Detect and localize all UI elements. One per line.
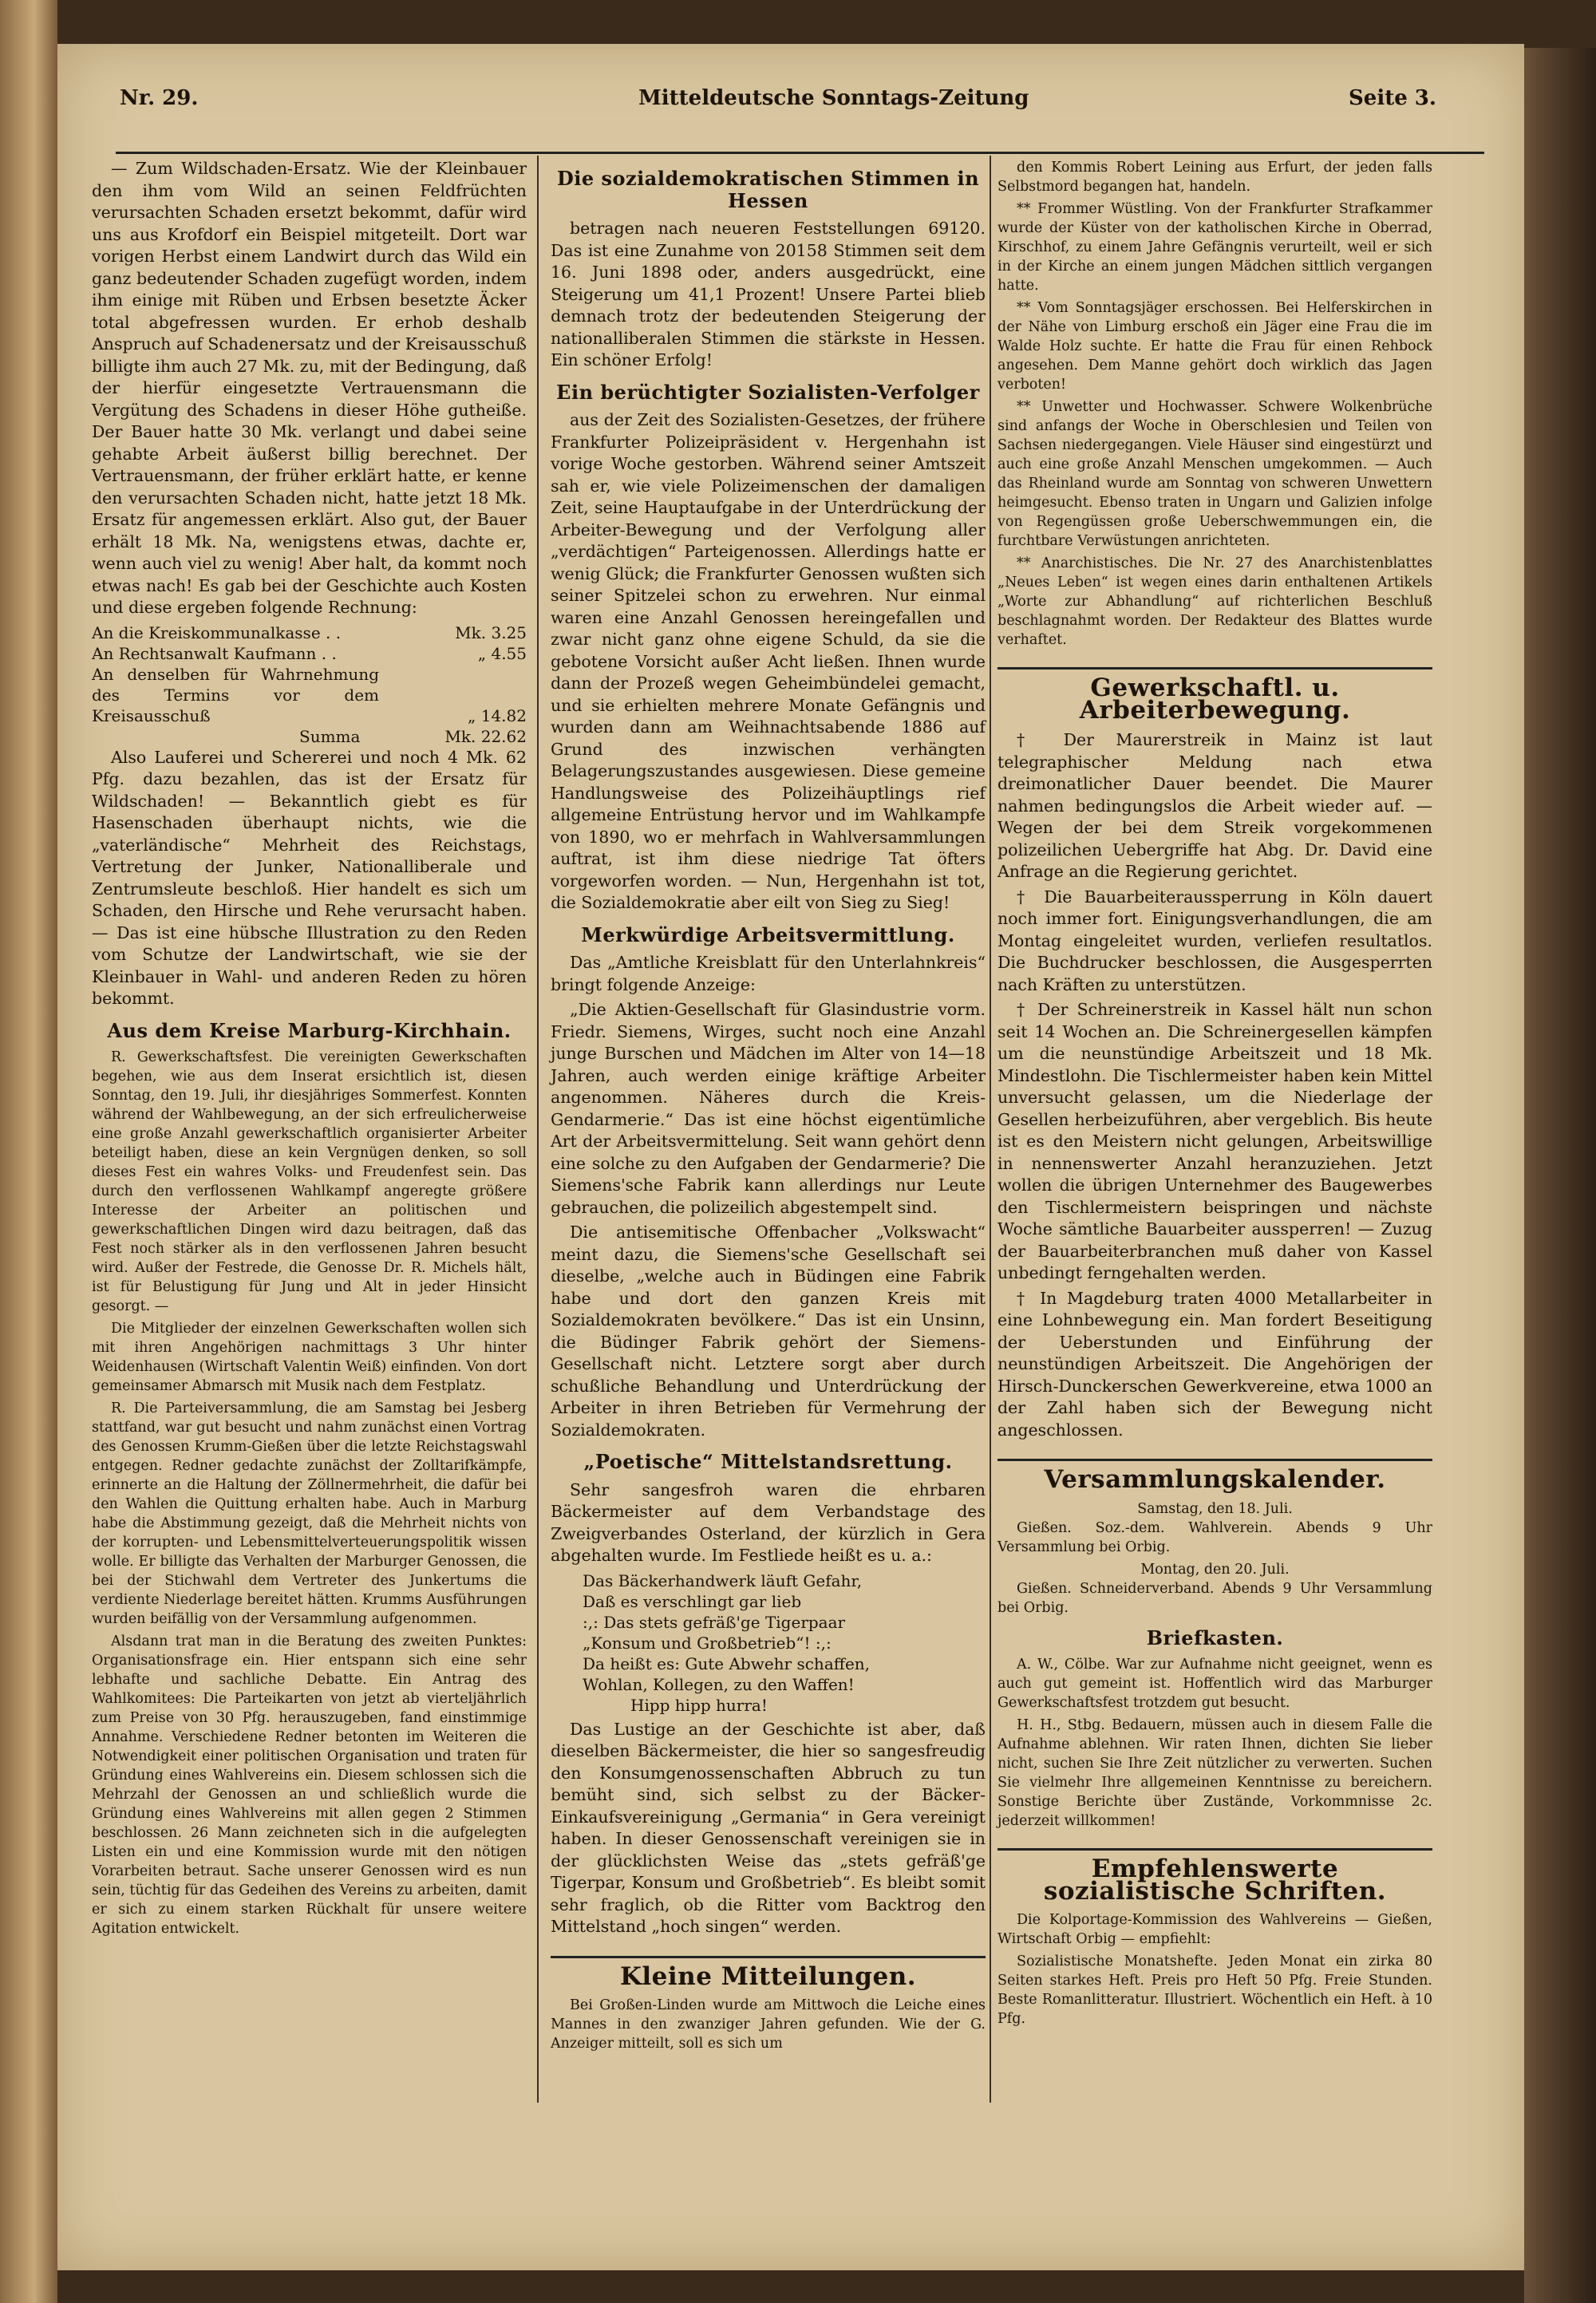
calendar-date: Samstag, den 18. Juli. (1137, 1500, 1293, 1517)
section-heading-briefkasten: Briefkasten. (1146, 1626, 1284, 1649)
section-heading-gewerkschaft: Gewerkschaftl. u. Arbeiterbewegung. (998, 667, 1432, 721)
article-gewerkschaftsfest-2: Die Mitglieder der einzelnen Gewerkschaften wollen sich mit ihren Angehörigen nachmittags 3 Uhr hinter Weidenhausen (Wirtschaft Valentin Weiß) einfinden. Von dort gemeinsamer Abmarsch mit Musik nach dem Festplatz. (92, 1321, 527, 1394)
headline-arbeitsvermittlung: Merkwürdige Arbeitsvermittlung. (581, 922, 955, 946)
poem-line: Wohlan, Kollegen, zu den Waffen! (583, 1674, 855, 1694)
section-heading-kleine: Kleine Mitteilungen. (551, 1956, 986, 1989)
bill-row: An Rechtsanwalt Kaufmann . . „ 4.55 (92, 643, 527, 663)
poem-line: Hipp hipp hurra! (630, 1695, 768, 1715)
article-unwetter: ** Unwetter und Hochwasser. Schwere Wolkenbrüche sind anfangs der Woche in Oberschlesien und Teilen von Sachsen niedergegangen. Viele Häuser sind eingestürzt und auch eine große Anzahl Menschen umgekommen. — Auch das Rheinland wurde am Sonntag von schweren Unwettern heimgesucht. Ebenso traten in Ungarn und Galizien infolge von Regengüssen große Ueberschwemmungen ein, die furchtbare Verwüstungen anrichteten. (998, 399, 1432, 549)
article-kolportage: Die Kolportage-Kommission des Wahlvereins — Gießen, Wirtschaft Orbig — empfiehlt: (998, 1912, 1432, 1947)
article-gewerkschaftsfest: R. Gewerkschaftsfest. Die vereinigten Gewerkschaften begehen, wie aus dem Inserat ersichtlich ist, diesen Sonntag, den 19. Juli, ihr diesjähriges Sommerfest. Konnten während der Wahlbewegung, an der sich erfreulicherweise eine große Anzahl gewerkschaftlich organisierter Arbeiter beteiligt haben, diese an kein Vergnügen denken, so soll dieses Fest ein wahres Volks- und Freudenfest sein. Das durch den verflossenen Wahlkampf angeregte größere Interesse der Arbeiter an politischen und gewerkschaftlichen Dingen wird dazu beitragen, daß das Fest noch stärker als in den verflossenen Jahren besucht wird. Außer der Festrede, die Genosse Dr. R. Michels hält, ist für Belustigung für Jung und Alt in jeder Hinsicht gesorgt. — (92, 1049, 527, 1314)
bill-row: An denselben für Wahrnehmung des Termins vor dem Kreisausschuß „ 14.82 (92, 664, 527, 725)
poem-line: „Konsum und Großbetrieb“! :,: (583, 1633, 832, 1653)
article-arbeitsvermittlung-2: „Die Aktien-Gesellschaft für Glasindustrie vorm. Friedr. Siemens, Wirges, sucht noch eine Anzahl junge Burschen und Mädchen im Alter von 14—18 Jahren, auch werden einige kräftige Arbeiter angenommen. Näheres durch die Kreis-Gendarmerie.“ Das ist eine höchst eigentümliche Art der Arbeitsvermittelung. Seit wann gehört denn eine solche zu den Aufgaben der Gendarmerie? Die Siemens'sche Fabrik kann allerdings nur Leute gebrauchen, die polizeilich abgestempelt sind. (551, 1000, 986, 1217)
article-stimmen: betragen nach neueren Feststellungen 69120. Das ist eine Zunahme von 20158 Stimmen seit dem 16. Juni 1898 oder, anders ausgedrückt, eine Steigerung um 41,1 Prozent! Unsere Partei blieb demnach trotz der bedeutenden Steigerung der nationalliberalen Stimmen die stärkste in Hessen. Ein schöner Erfolg! (551, 219, 986, 369)
poem-line: :,: Das stets gefräß'ge Tigerpaar (583, 1612, 846, 1632)
article-magdeburg: † In Magdeburg traten 4000 Metallarbeiter in eine Lohnbewegung ein. Man fordert Beseitigung der Ueberstunden und Einführung der neunstündigen Arbeitszeit. Die Angehörigen der Hirsch-Dunckerschen Gewerkvereine, etwa 1000 an der Zahl haben sich der Bewegung nicht angeschlossen. (998, 1288, 1432, 1440)
binding-right-edge (1524, 48, 1596, 2303)
article-arbeitsvermittlung: Das „Amtliche Kreisblatt für den Unterlahnkreis“ bringt folgende Anzeige: (551, 953, 986, 994)
headline-mittelstand: „Poetische“ Mittelstandsrettung. (583, 1450, 953, 1473)
article-wildschaden: — Zum Wildschaden-Ersatz. Wie der Kleinbauer den ihm vom Wild an seinen Feldfrüchten verursachten Schaden ersetzt bekommt, dafür wird uns aus Krofdorf ein Beispiel mitgeteilt. Dort war vorigen Herbst einem Landwirt durch das Wild ein ganz bedeutender Schaden zugefügt worden, indem ihm einige mit Rüben und Erbsen besetzte Äcker total abgefressen wurden. Er erhob deshalb Anspruch auf Schadenersatz und der Kreisausschuß billigte ihm auch 27 Mk. zu, mit der Bedingung, daß der hierfür eingesetzte Vertrauensmann die Vergütung des Schadens in dieser Höhe gutheiße. Der Bauer hatte 30 Mk. verlangt und dabei seine gehabte Arbeit äußerst billig berechnet. Der Vertrauensmann, der früher erklärt hatte, er kenne den verursachten Schaden nicht, hatte jetzt 18 Mk. Ersatz für angemessen erklärt. Also gut, der Bauer erhält 18 Mk. Na, wenigstens etwas, dachte er, wenn auch viel zu wenig! Aber halt, da kommt noch etwas nach! Es gab bei der Geschichte auch Kosten und diese ergeben folgende Rechnung: (92, 159, 527, 617)
article-schreinerstreik: † Der Schreinerstreik in Kassel hält nun schon seit 14 Wochen an. Die Schreinergesellen kämpfen um die neunstündige Arbeitszeit und 18 Mk. Mindestlohn. Die Tischlermeister haben kein Mittel unversucht gelassen, um die Niederlage der Gesellen herbeizuführen, aber vergeblich. Bis heute ist es den Meistern nicht gelungen, Arbeitswillige in nennenswerter Anzahl heranzuziehen. Jetzt wollen die übrigen Unternehmer des Baugewerbes den Tischlermeistern beispringen und nächste Woche sämtliche Bauarbeiter aussperren! — Zuzug der Bauarbeiterbranchen muß daher von Kassel unbedingt ferngehalten werden. (998, 1000, 1432, 1282)
bill-table (92, 622, 527, 747)
section-heading-kalender: Versammlungskalender. (998, 1459, 1432, 1491)
column-rule (990, 156, 991, 2103)
article-mittelstand-2: Das Lustige an der Geschichte ist aber, daß dieselben Bäckermeister, die hier so sangesfreudig den Konsumgenossenschaften Abbruch zu tun bemüht sind, sich selbst zu der Bäcker-Einkaufsvereinigung „Germania“ in Gera vereinigt haben. In dieser Genossenschaft vereinigen sie in der glücklichsten Weise das „stets gefräß'ge Tigerpar, Konsum und Großbetrieb“. Es bleibt somit sehr fraglich, ob die Ritter vom Backtrog den Mittelstand „hoch singen“ werden. (551, 1719, 986, 1936)
article-parteiversammlung: R. Die Parteiversammlung, die am Samstag bei Jesberg stattfand, war gut besucht und nahm zunächst einen Vortrag des Genossen Krumm-Gießen über die letzte Reichstagswahl entgegen. Redner gedachte zunächst der Zolltarifkämpfe, erinnerte an die Haltung der Zöllnermehrheit, die dafür bei den Wahlen die Quittung erhalten habe. Auch in Marburg habe die Abstimmung gezeigt, daß die Mehrheit nichts von der korrupten- und Lebensmittelverteuerungspolitik wissen wolle. Er billigte das Verhalten der Marburger Genossen, die bei der Stichwahl dem Vertreter des Junkertums die verdiente Niederlage bereitet hätten. Krumms Ausführungen wurden beifällig von der Versammlung aufgenommen. (92, 1400, 527, 1627)
article-wuestling: ** Frommer Wüstling. Von der Frankfurter Strafkammer wurde der Küster von der katholischen Kirche in Oberrad, Kirschhof, zu einem Jahre Gefängnis verurteilt, weil er sich in der Kirche an einem jungen Mädchen sittlich vergangen hatte. (998, 201, 1432, 294)
article-anarchistisches: ** Anarchistisches. Die Nr. 27 des Anarchistenblattes „Neues Leben“ ist wegen eines darin enthaltenen Artikels „Worte zur Abhandlung“ auf richterlichen Beschluß beschlagnahmt worden. Der Redakteur des Blattes wurde verhaftet. (998, 555, 1432, 648)
column-middle (551, 158, 986, 2056)
column-rule (537, 156, 539, 2103)
article-arbeitsvermittlung-3: Die antisemitische Offenbacher „Volkswacht“ meint dazu, die Siemens'sche Gesellschaft sei dieselbe, „welche auch in Büdingen eine Fabrik habe und dort den ganzen Kreis mit Sozialdemokraten bevölkere.“ Das ist ein Unsinn, die Büdinger Fabrik gehört der Siemens-Gesellschaft nicht. Letztere sorgt aber durch schußliche Behandlung und Unterdrückung der Arbeiter in ihren Betrieben für Vermehrung der Sozialdemokraten. (551, 1223, 986, 1440)
poem (583, 1570, 986, 1716)
issue-number: Nr. 29. (120, 86, 199, 110)
article-bauarbeiter: † Die Bauarbeiteraussperrung in Köln dauert noch immer fort. Einigungsverhandlungen, die am Montag eingeleitet wurden, verliefen resultatlos. Die Buchdrucker beschlossen, die Ausgesperrten nach Kräften zu unterstützen. (998, 887, 1432, 994)
poem-line: Da heißt es: Gute Abwehr schaffen, (583, 1653, 871, 1673)
calendar-date: Montag, den 20. Juli. (1140, 1561, 1290, 1578)
article-mittelstand: Sehr sangesfroh waren die ehrbaren Bäckermeister auf dem Verbandstage des Zweigverbandes Osterland, der kürzlich in Gera abgehalten wurde. Im Festliede heißt es u. a.: (551, 1479, 986, 1565)
article-monatshefte: Sozialistische Monatshefte. Jeden Monat ein zirka 80 Seiten starkes Heft. Preis pro Heft 50 Pfg. Freie Stunden. Beste Romanlitteratur. Illustriert. Wöchentlich ein Heft. à 10 Pfg. (998, 1953, 1432, 2027)
letter-reply: H. H., Stbg. Bedauern, müssen auch in diesem Falle die Aufnahme ablehnen. Wir raten Ihnen, dichten Sie lieber nicht, suchen Sie Ihre Zeit nützlicher zu verwerten. Suchen Sie vielmehr Ihre allgemeinen Kenntnisse zu bereichern. Sonstige Berichte über Zustände, Vorkommnisse 2c. jederzeit willkommen! (998, 1717, 1432, 1829)
page-number: Seite 3. (1349, 86, 1436, 110)
letter-reply: A. W., Cölbe. War zur Aufnahme nicht geeignet, wenn es auch gut gemeint ist. Hoffentlich wird das Marburger Gewerkschaftsfest trotzdem gut besucht. (998, 1657, 1432, 1711)
bill-row: An die Kreiskommunalkasse . . Mk. 3.25 (92, 622, 527, 642)
article-grossen-linden: Bei Großen-Linden wurde am Mittwoch die Leiche eines Mannes in den zwanziger Jahren gefunden. Wie der G. Anzeiger mitteilt, soll es sich um (551, 1997, 986, 2052)
header-rule (116, 152, 1484, 154)
article-verfolger: aus der Zeit des Sozialisten-Gesetzes, der frühere Frankfurter Polizeipräsident v. Hergenhahn ist vorige Woche gestorben. Während seiner Amtszeit sah er, wie viele Polizeimenschen der damaligen Zeit, seine Hauptaufgabe in der Unterdrückung der Arbeiter-Bewegung und der Verfolgung aller „verdächtigen“ Parteigenossen. Allerdings hatte er wenig Glück; die Frankfurter Genossen wußten sich seiner Spitzelei schon zu erwehren. Nur einmal waren eine Anzahl Genossen hereingefallen und zwar nicht ganz ohne eigene Schuld, da sie die gebotene Vorsicht außer Acht ließen. Ihnen wurde dann der Prozeß wegen Geheimbündelei gemacht, und sie erhielten mehrere Monate Gefängnis und wurden dann am Weihnachtsabende 1886 auf Grund des inzwischen verhängten Belagerungszustandes ausgewiesen. Diese gemeine Handlungsweise des Polizeihäuptlings rief allgemeine Entrüstung hervor und im Wahlkampfe von 1890, wo er mehrfach in Wahlversammlungen auftrat, ist ihm diese niedrige Tat öfters vorgeworfen worden. — Nun, Hergenhahn ist tot, die Sozialdemokratie aber eilt von Sieg zu Sieg! (551, 410, 986, 912)
article-wildschaden-end: Also Lauferei und Schererei und noch 4 Mk. 62 Pfg. dazu bezahlen, das ist der Ersatz für Wildschaden! — Bekanntlich giebt es für Hasenschaden überhaupt nichts, wie die „vaterländische“ Mehrheit des Reichstags, Vertretung der Junker, Nationalliberale und Zentrumsleute beschloß. Hier handelt es sich um Schaden, den Hirsche und Rehe verursacht haben. — Das ist eine hübsche Illustration zu den Reden vom Schutze der Landwirtschaft, wie sie der Kleinbauer in Wahl- und anderen Reden zu hören bekommt. (92, 747, 527, 1008)
bill-sum: Summa Mk. 22.62 (299, 726, 527, 746)
article-parteiversammlung-2: Alsdann trat man in die Beratung des zweiten Punktes: Organisationsfrage ein. Hier entspann sich eine sehr lebhafte und sachliche Debatte. Ein Antrag des Wahlkomitees: Die Parteikarten von jetzt ab vierteljährlich zum Preise von 30 Pfg. herauszugeben, fand einstimmige Annahme. Verschiedene Redner betonten im Weiteren die Notwendigkeit einer politischen Organisation und traten für Gründung eines Wahlvereins ein. Diesem schlossen sich die Mehrzahl der Genossen an und schließlich wurde die Gründung eines Wahlvereins mit allen gegen 2 Stimmen beschlossen. 26 Mann zeichneten sich in die aufgelegten Listen ein und eine Kommission wurde mit den nötigen Vorarbeiten betraut. Sache unserer Genossen wird es nun sein, tüchtig für das Gedeihen des Vereins zu arbeiten, damit er sich zu einem starken Rückhalt für unsere weitere Agitation entwickelt. (92, 1633, 527, 1937)
poem-line: Das Bäckerhandwerk läuft Gefahr, (583, 1570, 863, 1590)
article-sonntagsjaeger: ** Vom Sonntagsjäger erschossen. Bei Helferskirchen in der Nähe von Limburg erschoß ein Jäger eine Frau die im Walde Holz suchte. Er hatte die Frau für einen Rehbock angesehen. Dem Manne gehört doch wirklich das Jagen verboten! (998, 300, 1432, 393)
column-right (998, 158, 1432, 2032)
binding-left-edge (0, 0, 57, 2303)
calendar-entry: Gießen. Schneiderverband. Abends 9 Uhr Versammlung bei Orbig. (998, 1580, 1432, 1616)
calendar-entry: Gießen. Soz.-dem. Wahlverein. Abends 9 Uhr Versammlung bei Orbig. (998, 1519, 1432, 1555)
column-left (92, 158, 527, 1942)
section-heading-schriften: Empfehlenswerte sozialistische Schriften. (998, 1848, 1432, 1902)
poem-line: Daß es verschlingt gar lieb (583, 1591, 802, 1611)
headline-verfolger: Ein berüchtigter Sozialisten-Verfolger (556, 380, 980, 404)
article-leining: den Kommis Robert Leining aus Erfurt, der jeden falls Selbstmord begangen hat, handeln. (998, 160, 1432, 195)
masthead-title: Mitteldeutsche Sonntags-Zeitung (638, 86, 1029, 110)
article-maurerstreik: † Der Maurerstreik in Mainz ist laut telegraphischer Meldung nach etwa dreimonatlicher Dauer beendet. Die Maurer nahmen bedingungslos die Arbeit wieder auf. — Wegen der bei dem Streik vorgekommenen polizeilichen Uebergriffe hat Abg. Dr. David eine Anfrage an die Regierung gerichtet. (998, 730, 1432, 881)
headline-stimmen: Die sozialdemokratischen Stimmen in Hessen (556, 167, 980, 212)
section-heading-marburg: Aus dem Kreise Marburg-Kirchhain. (107, 1018, 512, 1042)
